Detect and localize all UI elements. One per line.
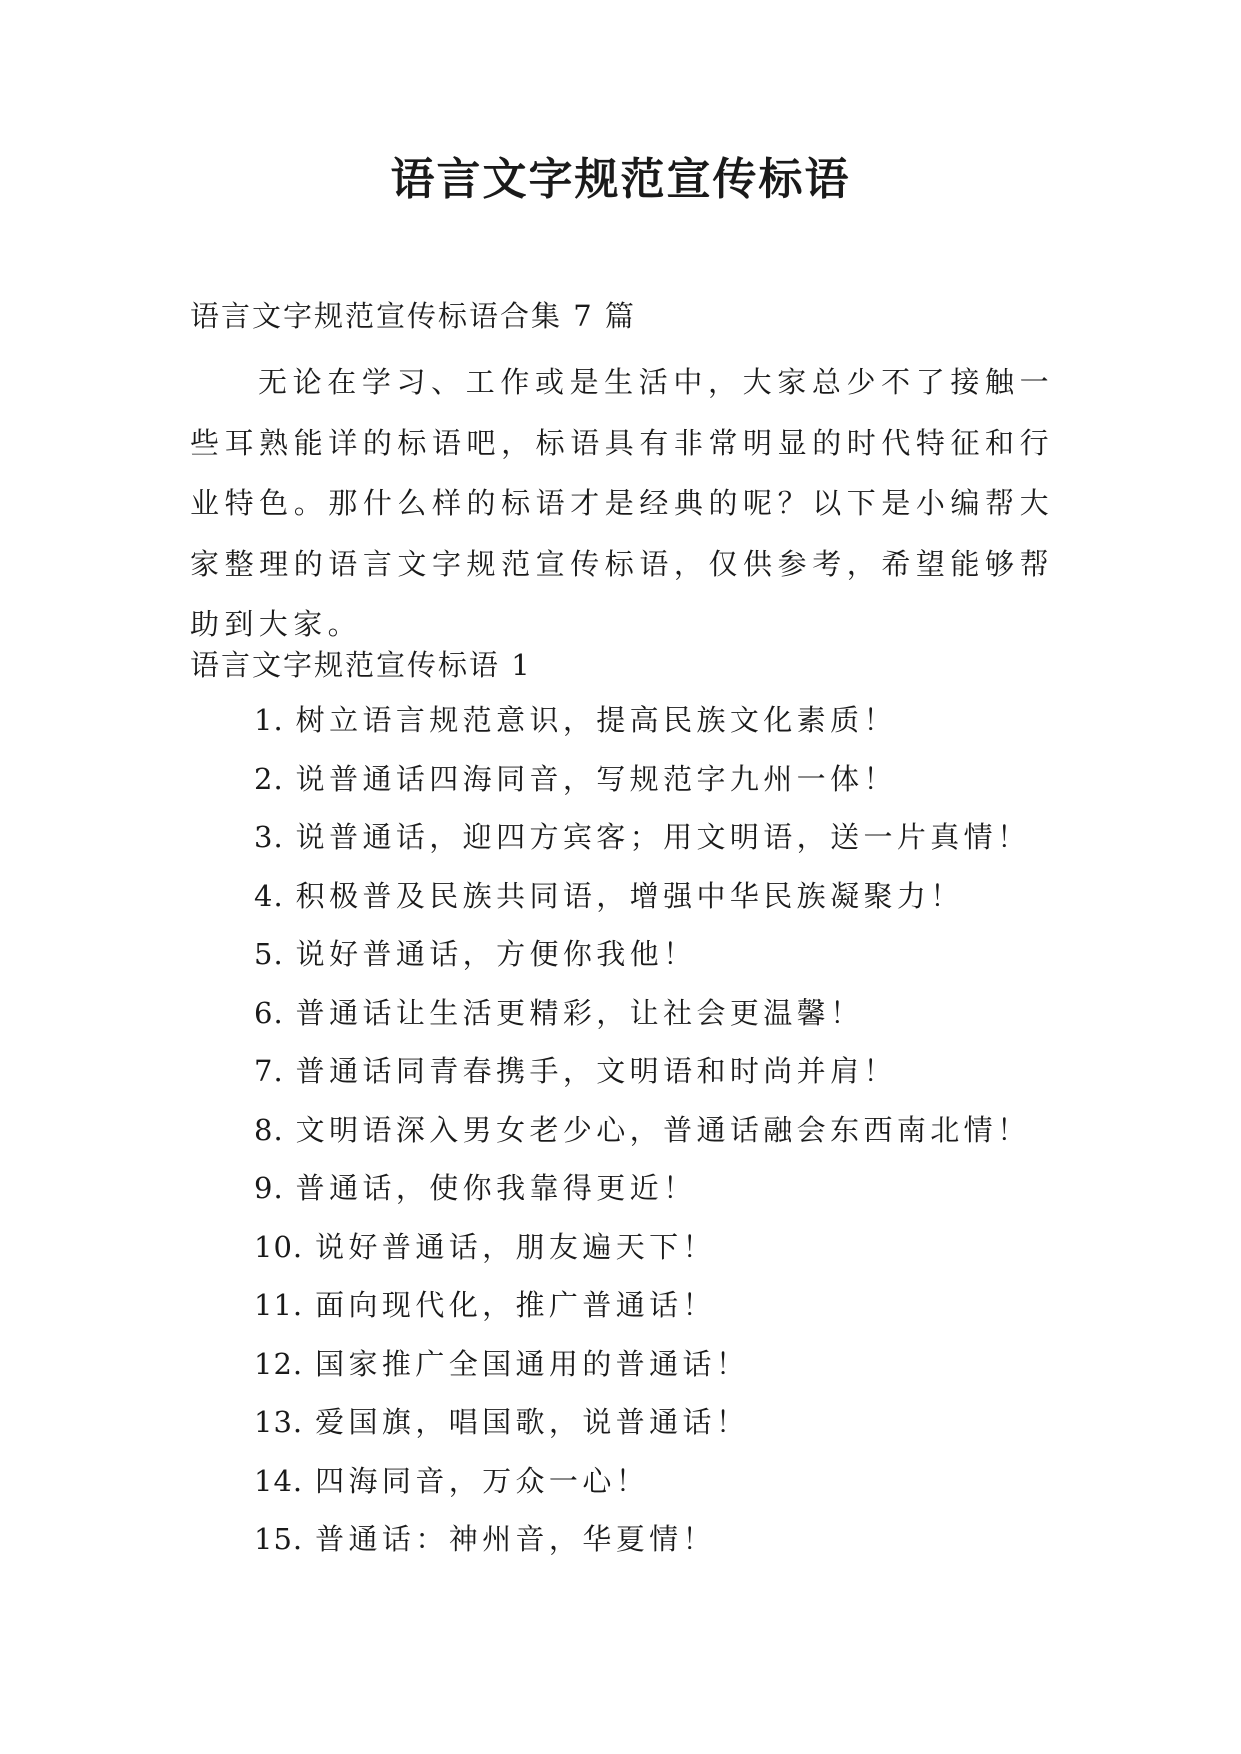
- list-item-text: 普通话同青春携手，文明语和时尚并肩！: [295, 1054, 897, 1088]
- list-item-text: 文明语深入男女老少心，普通话融会东西南北情！: [295, 1112, 1031, 1147]
- list-item: [254, 1402, 1030, 1461]
- list-item-number: 7.: [254, 1054, 284, 1088]
- list-item: [254, 700, 1030, 759]
- list-item-number: 11.: [254, 1288, 304, 1322]
- list-item: [254, 1051, 1030, 1110]
- list-item-text: 四海同音，万众一心！: [315, 1463, 650, 1498]
- list-item-number: 13.: [254, 1405, 304, 1439]
- list-item-number: 1.: [254, 703, 284, 737]
- list-item-text: 说普通话，迎四方宾客；用文明语，送一片真情！: [295, 820, 1031, 854]
- list-item-number: 9.: [254, 1171, 284, 1205]
- list-item-number: 12.: [254, 1346, 304, 1381]
- list-item-text: 普通话：神州音，华夏情！: [315, 1522, 716, 1556]
- list-item-text: 国家推广全国通用的普通话！: [315, 1346, 750, 1381]
- list-item: [254, 1461, 1030, 1520]
- list-item-text: 说普通话四海同音，写规范字九州一体！: [295, 761, 897, 796]
- list-item-text: 积极普及民族共同语，增强中华民族凝聚力！: [295, 878, 964, 913]
- list-item: [254, 1519, 1030, 1578]
- list-item-number: 6.: [254, 995, 284, 1030]
- list-item-text: 面向现代化，推广普通话！: [315, 1288, 716, 1322]
- list-item-number: 4.: [254, 878, 284, 913]
- list-item-number: 15.: [254, 1522, 304, 1556]
- list-item-number: 5.: [254, 937, 284, 971]
- list-item: [254, 759, 1030, 818]
- document-subtitle: 语言文字规范宣传标语合集 7 篇: [190, 299, 636, 333]
- list-item: [254, 934, 1030, 993]
- list-item-text: 说好普通话，方便你我他！: [295, 937, 697, 971]
- list-item: [254, 1110, 1030, 1169]
- list-item: [254, 876, 1030, 935]
- list-item-text: 普通话让生活更精彩，让社会更温馨！: [295, 995, 864, 1030]
- list-item-number: 8.: [254, 1112, 284, 1147]
- list-item: [254, 993, 1030, 1052]
- list-item: [254, 1168, 1030, 1227]
- list-item: [254, 817, 1030, 876]
- list-item-text: 普通话，使你我靠得更近！: [295, 1171, 697, 1205]
- section-heading: 语言文字规范宣传标语 1: [190, 648, 532, 682]
- intro-paragraph: 无论在学习、工作或是生活中，大家总少不了接触一些耳熟能详的标语吧，标语具有非常明显的时代特征和行业特色。那什么样的标语才是经典的呢？以下是小编帮大家整理的语言文字规范宣传标语，仅供参考，希望能够帮助到大家。: [190, 365, 1054, 641]
- list-item-text: 树立语言规范意识，提高民族文化素质！: [295, 703, 897, 737]
- list-item: [254, 1227, 1030, 1286]
- list-item: [254, 1285, 1030, 1344]
- slogan-list: [254, 700, 1030, 1578]
- list-item-number: 14.: [254, 1463, 304, 1498]
- list-item-text: 说好普通话，朋友遍天下！: [315, 1229, 716, 1264]
- list-item-number: 3.: [254, 820, 284, 854]
- list-item-text: 爱国旗，唱国歌，说普通话！: [315, 1405, 750, 1439]
- list-item: [254, 1344, 1030, 1403]
- list-item-number: 2.: [254, 761, 284, 796]
- list-item-number: 10.: [254, 1229, 304, 1264]
- document-title: 语言文字规范宣传标语: [390, 154, 851, 205]
